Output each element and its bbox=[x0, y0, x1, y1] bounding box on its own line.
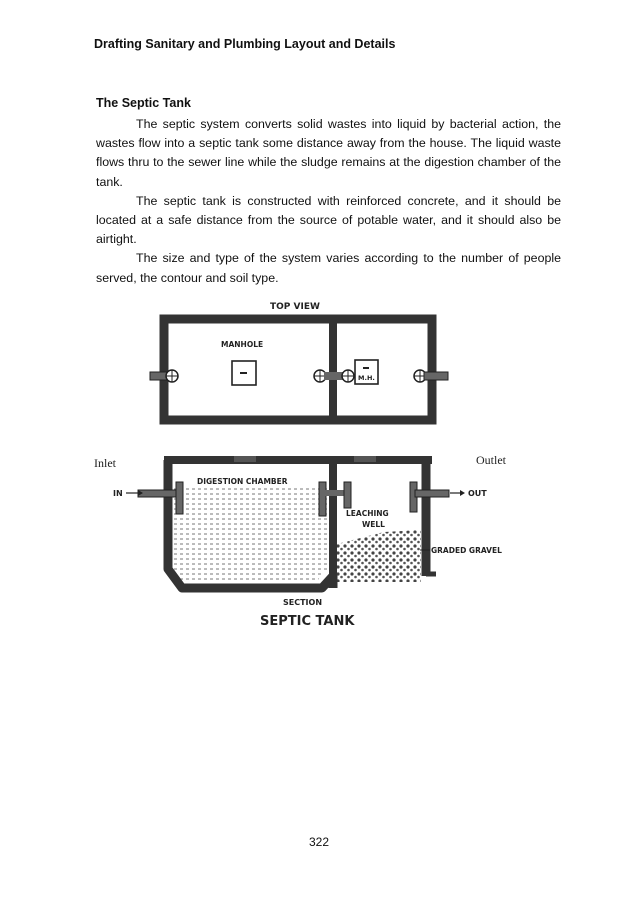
section-label: SECTION bbox=[283, 598, 323, 607]
graded-gravel-label: GRADED GRAVEL bbox=[431, 546, 502, 555]
digestion-chamber-label: DIGESTION CHAMBER bbox=[197, 477, 288, 486]
top-view-tank-wall bbox=[164, 319, 432, 420]
in-label: IN bbox=[113, 489, 123, 498]
top-view-label: TOP VIEW bbox=[270, 302, 320, 312]
running-header: Drafting Sanitary and Plumbing Layout and Details bbox=[94, 37, 396, 51]
septic-tank-figure bbox=[84, 292, 556, 642]
paragraph-1: The septic system converts solid wastes into liquid by bacterial action, the wastes flow into a septic tank some distance away from the house. The liquid waste flows thru to the sewer line while the sludge remains at the digestion chamber of the tank. bbox=[96, 117, 561, 189]
paragraph-3: The size and type of the system varies according to the number of people served, the contour and soil type. bbox=[96, 251, 561, 285]
septic-tank-drawing bbox=[84, 292, 556, 642]
paragraph-2: The septic tank is constructed with reinforced concrete, and it should be located at a safe distance from the source of potable water, and it should also be airtight. bbox=[96, 193, 561, 247]
page-number: 322 bbox=[308, 835, 330, 849]
outlet-caption: Outlet bbox=[476, 453, 506, 467]
out-label: OUT bbox=[468, 489, 487, 498]
manhole-label: MANHOLE bbox=[221, 340, 264, 349]
section-title: The Septic Tank bbox=[96, 96, 191, 110]
mh-label: M.H. bbox=[358, 374, 375, 382]
body-text bbox=[96, 115, 561, 288]
leaching-label-line-2: WELL bbox=[362, 520, 385, 529]
inlet-caption: Inlet bbox=[94, 456, 116, 470]
top-view-divider-wall bbox=[329, 323, 337, 416]
figure-caption: SEPTIC TANK bbox=[260, 614, 355, 629]
leaching-label-line-1: LEACHING bbox=[346, 509, 389, 518]
